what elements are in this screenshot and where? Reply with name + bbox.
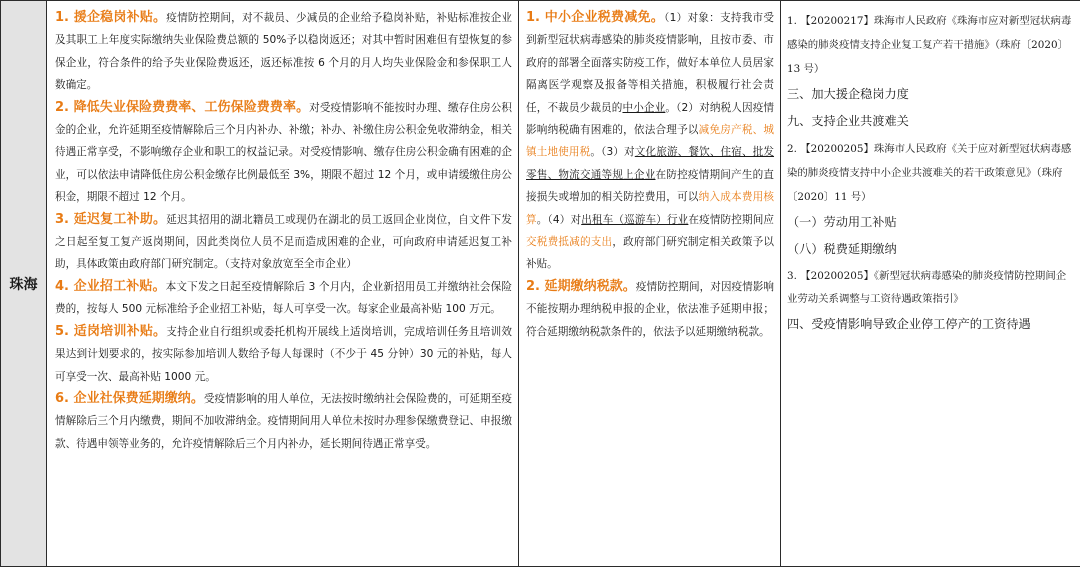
reference-item: （八）税费延期缴纳 — [787, 242, 897, 256]
measure-2 — [55, 97, 512, 209]
text-segment: 。（3）对 — [590, 146, 635, 159]
measure-6 — [55, 388, 512, 455]
measure-title: 5. 适岗培训补贴。 — [55, 323, 167, 339]
underlined-text: 文化旅游、餐饮、住宿、批发零售、物流交通等规上企业 — [526, 146, 775, 181]
measure-body: 受疫情影响的用人单位，无法按时缴纳社会保险费的，可延期至疫情解除后三个月内缴费，期间不加收滞纳金。疫情期间用人单位未按时办理参保缴费登记、申报缴款、待遇申领等业务的，允许疫情解除后三个月内补办，延长期间待遇正常享受。 — [55, 392, 512, 450]
measure-body: 延迟其招用的湖北籍员工或现仍在湖北的员工返回企业岗位，自文件下发之日起至复工复产返岗期间，因此类岗位人员不足而造成困难的企业，可向政府申请延迟复工补助，具体政策由政府部门研究制定。（支持对象放宽至全市企业） — [55, 213, 513, 271]
text-segment: 在疫情防控期间应 — [688, 213, 775, 226]
measure-body: 本文下发之日起至疫情解除后 3 个月内，企业新招用员工并缴纳社会保险费的，按每人 500 元标准给予企业招工补贴，每人可享受一次。每家企业最高补贴 100 万元。 — [55, 280, 512, 316]
measure-body: 支持企业自行组织或委托机构开展线上适岗培训，完成培训任务且培训效果达到计划要求的，按实际参加培训人数给予每人每课时（不少于 45 分钟）30 元的补贴，每人可享受一次、最高补贴 1000 元。 — [55, 325, 513, 383]
references-cell — [781, 1, 1080, 567]
measure-5 — [55, 321, 512, 388]
tax-measure-2 — [526, 276, 774, 343]
measure-body: 疫情防控期间，对因疫情影响不能按期办理纳税申报的企业，依法准予延期申报；符合延期缴纳税款条件的，依法予以延期缴纳税款。 — [526, 280, 775, 338]
measure-body: 疫情防控期间，对不裁员、少减员的企业给予稳岗补贴，补贴标准按企业及其职工上年度实际缴纳失业保险费总额的 50%予以稳岗返还；对其中暂时困难但有望恢复的参保企业，符合条件的给予失业保险费返还，返还标准按 6 个月的月人均失业保险金和参保职工人数确定。 — [55, 12, 513, 92]
measure-title: 1. 中小企业税费减免。 — [526, 10, 665, 25]
policy-row — [1, 1, 1080, 567]
tax-measures-cell — [519, 1, 781, 567]
measure-title: 3. 延迟复工补助。 — [55, 211, 167, 227]
measure-4 — [55, 276, 512, 321]
measure-body: 对受疫情影响不能按时办理、缴存住房公积金的企业，允许延期至疫情解除后三个月内补办、补缴；补办、补缴住房公积金免收滞纳金，相关待遇正常享受，不影响缴存企业和职工的权益记录。对受疫情影响、缴存住房公积金确有困难的企业，可以依法申请降低住房公积金缴存比例最低至 3%，期限不超过 12 个月，或申请缓缴住房公积金，期限不超过 12 个月。 — [55, 101, 512, 204]
measure-title: 1. 援企稳岗补贴。 — [55, 10, 167, 25]
measure-title: 4. 企业招工补贴。 — [55, 278, 166, 294]
highlighted-text: 交税费抵减的支出 — [526, 236, 613, 249]
highlighted-text: 减免房产税、城镇土地使用税 — [526, 124, 775, 159]
reference-2: 2. 【20200205】珠海市人民政府《关于应对新型冠状病毒感染的肺炎疫情支持中小企业共渡难关的若干政策意见》（珠府〔2020〕11 号） — [787, 143, 1072, 203]
text-segment: 在防控疫情期间产生的直接损失或增加的相关防控费用，可以 — [526, 168, 775, 204]
measure-title: 6. 企业社保费延期缴纳。 — [55, 390, 204, 406]
text-segment: （1）对象：支持我市受到新型冠状病毒感染的肺炎疫情影响，且按市委、市政府的部署全面落实防疫工作，做好本单位人员居家隔离医学观察及报备等相关措施，积极履行社会责任，不裁员少裁员的 — [526, 12, 774, 114]
reference-item: 三、加大援企稳岗力度 — [787, 87, 909, 101]
highlighted-text: 纳入成本费用核算 — [526, 191, 775, 226]
reference-item: 四、受疫情影响导致企业停工停产的工资待遇 — [787, 317, 1031, 331]
underlined-text: 出租车（巡游车）行业 — [581, 213, 689, 226]
city-cell — [1, 1, 47, 567]
city-name: 珠海 — [9, 276, 38, 293]
reference-1: 1. 【20200217】珠海市人民政府《珠海市应对新型冠状病毒感染的肺炎疫情支持企业复工复产若干措施》（珠府〔2020〕13 号） — [787, 15, 1072, 75]
text-segment: 。（2）对纳税人因疫情影响纳税确有困难的，依法合理予以 — [526, 101, 775, 137]
underlined-text: 中小企业 — [622, 101, 666, 114]
text-segment: ，政府部门研究制定相关政策予以补贴。 — [526, 236, 775, 271]
reference-3: 3. 【20200205】《新型冠状病毒感染的肺炎疫情防控期间企业劳动关系调整与工资待遇政策指引》 — [787, 270, 1067, 305]
reference-item: 九、支持企业共渡难关 — [787, 114, 909, 128]
employment-measures-cell — [47, 1, 519, 567]
measure-1 — [55, 7, 512, 97]
tax-measure-1 — [526, 7, 774, 276]
measure-3 — [55, 209, 512, 276]
text-segment: 。（4）对 — [536, 213, 582, 226]
measure-title: 2. 延期缴纳税款。 — [526, 278, 636, 294]
reference-item: （一）劳动用工补贴 — [787, 215, 897, 229]
measure-title: 2. 降低失业保险费费率、工伤保险费费率。 — [55, 99, 310, 115]
